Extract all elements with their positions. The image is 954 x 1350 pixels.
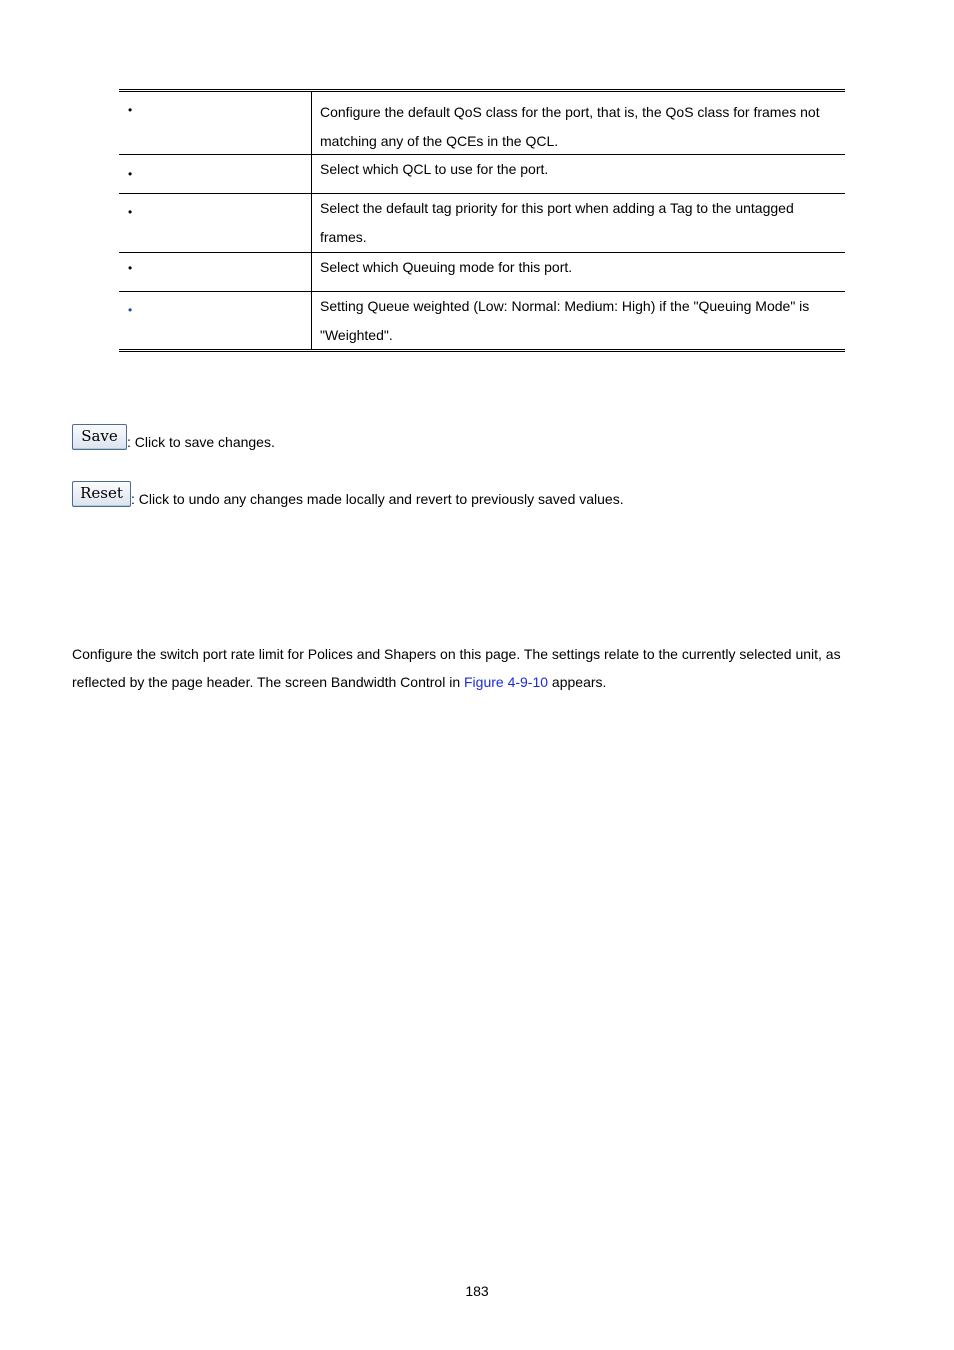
bullet: •: [128, 261, 133, 275]
table-row: [119, 252, 845, 291]
bullet: •: [128, 303, 133, 317]
parameter-description: Setting Queue weighted (Low: Normal: Medium: High) if the "Queuing Mode" is "Weighted".: [320, 298, 810, 343]
save-button[interactable]: Save: [72, 424, 127, 450]
parameter-description: Select which QCL to use for the port.: [320, 161, 549, 177]
table-row: [119, 92, 845, 154]
bullet: •: [128, 205, 133, 219]
reset-button[interactable]: Reset: [72, 481, 131, 507]
paragraph-text: Configure the switch port rate limit for Polices and Shapers on this page. The settings relate to the currently selected unit, as reflected by the page header. The screen Bandwidth Control in: [72, 646, 841, 690]
reset-button-description: [72, 481, 624, 507]
save-description: : Click to save changes.: [127, 434, 275, 450]
table-row: [119, 291, 845, 349]
bullet: •: [128, 167, 133, 181]
parameter-table: [119, 89, 845, 352]
parameter-name-cell: [119, 194, 312, 252]
parameter-name-cell: [119, 92, 312, 154]
paragraph-text-end: appears.: [548, 674, 607, 690]
parameter-name-cell: [119, 292, 312, 349]
reset-description: : Click to undo any changes made locally and revert to previously saved values.: [131, 491, 624, 507]
table-row: [119, 154, 845, 193]
save-button-description: [72, 424, 275, 450]
table-row: [119, 193, 845, 252]
parameter-name-cell: [119, 155, 312, 193]
bullet: •: [128, 103, 133, 117]
parameter-description: Select the default tag priority for this port when adding a Tag to the untagged frames.: [320, 200, 794, 245]
page-number: 183: [465, 1283, 489, 1299]
parameter-description: Select which Queuing mode for this port.: [320, 259, 573, 275]
parameter-description: Configure the default QoS class for the port, that is, the QoS class for frames not matching any of the QCEs in the QCL.: [320, 104, 820, 149]
parameter-name-cell: [119, 253, 312, 291]
body-paragraph: [72, 640, 872, 696]
figure-link[interactable]: Figure 4-9-10: [464, 674, 549, 690]
